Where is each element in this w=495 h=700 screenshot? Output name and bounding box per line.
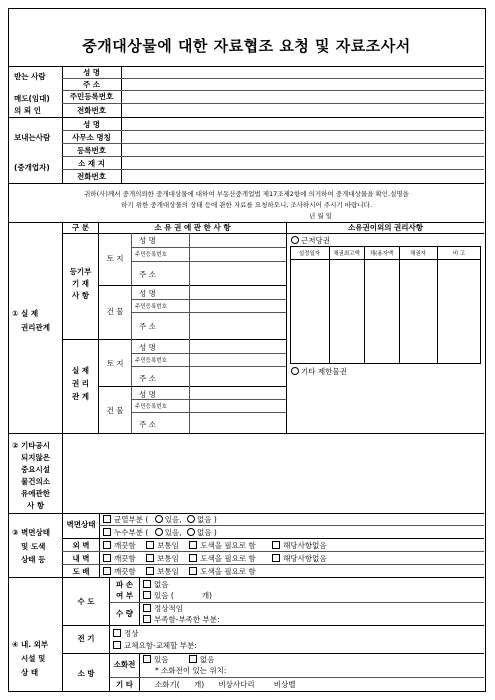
clean-label: 깨끗함 bbox=[114, 541, 136, 550]
leak-label: 누수부분 ( bbox=[114, 528, 149, 537]
radio-icon[interactable] bbox=[291, 236, 299, 244]
divider bbox=[131, 399, 286, 400]
section-number: ① bbox=[12, 309, 19, 318]
checkbox-icon[interactable] bbox=[103, 528, 111, 536]
ext-note: * 소화전이 있는 위치: bbox=[155, 666, 227, 675]
divider bbox=[62, 564, 484, 565]
divider bbox=[399, 246, 400, 364]
checkbox-icon[interactable] bbox=[272, 541, 280, 549]
divider bbox=[131, 412, 286, 413]
clean-label: 깨끗함 bbox=[114, 567, 136, 576]
normal-label: 보통임 bbox=[157, 554, 179, 563]
col-gubun: 구 분 bbox=[71, 223, 90, 232]
divider bbox=[9, 183, 484, 184]
divider bbox=[9, 433, 484, 434]
recipient-field-name: 성 명 bbox=[82, 68, 101, 77]
no-label: 없음 ) bbox=[196, 515, 217, 524]
owner-name-label: 성 명 bbox=[139, 390, 156, 399]
wall-label: 벽면상태 bbox=[66, 520, 96, 529]
ext-no-label: 없음 bbox=[199, 655, 215, 664]
divider bbox=[109, 602, 484, 603]
divider bbox=[98, 386, 286, 387]
divider bbox=[131, 366, 286, 367]
damage-yes-row bbox=[143, 591, 212, 600]
section3-label: 및 도색 bbox=[21, 542, 46, 551]
other-label: 기 타 bbox=[115, 680, 134, 689]
section2-label: 사 항 bbox=[27, 501, 45, 510]
checkbox-icon[interactable] bbox=[113, 641, 121, 649]
divider bbox=[62, 339, 286, 340]
owner-id-label: 주민등록번호 bbox=[135, 252, 167, 258]
divider bbox=[290, 259, 481, 260]
divider bbox=[62, 433, 63, 513]
mortgage-text: 근저당권 bbox=[301, 236, 330, 245]
owner-id-label: 주민등록번호 bbox=[135, 358, 167, 364]
section4-label: ④ 내. 외부 bbox=[12, 640, 49, 649]
damage-label: 파 손 bbox=[115, 580, 134, 589]
checkbox-icon[interactable] bbox=[103, 515, 111, 523]
divider bbox=[99, 525, 484, 526]
mortgage-col: 비 고 bbox=[452, 251, 466, 257]
section4-label: 상 태 bbox=[21, 668, 39, 677]
radio-icon[interactable] bbox=[155, 515, 163, 523]
section4-label: 시설 및 bbox=[21, 654, 46, 663]
divider bbox=[139, 577, 140, 625]
yes-label: 있음, bbox=[164, 515, 182, 524]
divider bbox=[62, 143, 484, 144]
date-label: 년 월 일 bbox=[309, 212, 332, 220]
checkbox-icon[interactable] bbox=[189, 554, 197, 562]
mortgage-table bbox=[290, 246, 481, 364]
yes-label: 있음, bbox=[164, 528, 182, 537]
other-rights-text: 기타 제한물권 bbox=[301, 367, 347, 376]
divider bbox=[131, 299, 286, 300]
recipient-label: 매도(임대) bbox=[14, 94, 50, 103]
inner-wall-row bbox=[103, 554, 327, 563]
divider bbox=[131, 233, 132, 433]
divider bbox=[62, 538, 484, 539]
owner-address-label: 주 소 bbox=[139, 420, 156, 429]
divider bbox=[131, 261, 286, 262]
request-text: 귀하(사)께서 중개의뢰한 중개대상물에 대하여 부동산중개업법 제17조제2항에 의거하여 중개대상물을 확인.설명을 bbox=[84, 190, 409, 198]
outer-wall-label: 외 벽 bbox=[72, 541, 90, 550]
divider bbox=[139, 653, 140, 692]
divider bbox=[109, 677, 484, 678]
actual-label: 실 제 bbox=[71, 366, 90, 375]
none-label: 해당사항없음 bbox=[283, 541, 327, 550]
divider bbox=[9, 117, 484, 118]
ext-yes-label: 있음 bbox=[154, 655, 169, 664]
owner-name-label: 성 명 bbox=[139, 343, 156, 352]
need-paint-label: 도색을 필요로 함 bbox=[200, 541, 256, 550]
sender-field-location: 소 재 지 bbox=[78, 159, 105, 168]
divider bbox=[62, 625, 484, 626]
owner-name-label: 성 명 bbox=[139, 289, 156, 298]
need-paint-label: 도색을 필요로 함 bbox=[200, 567, 256, 576]
divider bbox=[131, 353, 286, 354]
recipient-field-id: 주민등록번호 bbox=[69, 92, 114, 101]
no-label: 없음 ) bbox=[196, 528, 217, 537]
elec-replace-label: 교체요함-교체할 부분: bbox=[124, 641, 197, 650]
damage-none-label: 없음 bbox=[154, 580, 169, 589]
section3-label: 상태 등 bbox=[21, 555, 46, 564]
divider bbox=[9, 513, 484, 514]
divider bbox=[62, 90, 484, 91]
checkbox-icon[interactable] bbox=[272, 554, 280, 562]
elec-normal-row bbox=[113, 629, 139, 638]
vol-short-label: 부족함-부족한 부분: bbox=[154, 615, 220, 624]
elec-normal-label: 정상 bbox=[124, 629, 139, 638]
registry-label: 등기부 bbox=[69, 267, 92, 276]
volume-short-row bbox=[143, 615, 220, 624]
registry-label: 기 재 bbox=[71, 279, 90, 288]
checkbox-icon[interactable] bbox=[143, 604, 151, 612]
building-label: 건 물 bbox=[106, 406, 124, 415]
need-paint-label: 도색을 필요로 함 bbox=[200, 554, 256, 563]
checkbox-icon[interactable] bbox=[189, 567, 197, 575]
section2-label: 중요시설 bbox=[21, 465, 50, 474]
radio-icon[interactable] bbox=[187, 528, 195, 536]
divider bbox=[62, 233, 484, 234]
mortgage-col: 채(용자액 bbox=[369, 251, 394, 257]
damage-none-row bbox=[143, 580, 169, 589]
radio-icon[interactable] bbox=[291, 367, 299, 375]
leak-row bbox=[103, 528, 217, 537]
divider bbox=[62, 156, 484, 157]
checkbox-icon[interactable] bbox=[103, 541, 111, 549]
checkbox-icon[interactable] bbox=[189, 541, 197, 549]
radio-icon[interactable] bbox=[155, 528, 163, 536]
section2-label: 되지않은 bbox=[21, 453, 50, 462]
checkbox-icon[interactable] bbox=[189, 655, 197, 663]
other-text: 소화기( 개) 비상사다리 비상벨 bbox=[155, 680, 296, 689]
divider bbox=[62, 551, 484, 552]
normal-label: 보통임 bbox=[157, 541, 179, 550]
damage-label: 여 부 bbox=[115, 591, 134, 600]
damage-unit-label: 개) bbox=[201, 591, 212, 600]
divider bbox=[364, 246, 365, 364]
divider bbox=[99, 513, 100, 577]
divider bbox=[62, 130, 484, 131]
section1-label bbox=[12, 309, 38, 318]
vol-normal-label: 정상적임 bbox=[154, 604, 183, 613]
checkbox-icon[interactable] bbox=[113, 629, 121, 637]
water-label: 수 도 bbox=[77, 597, 95, 606]
request-text: 하기 위한 중개대상물의 상태 등에 관한 자료를 요청하오니, 조사하시어 주시기 바랍니다. bbox=[121, 201, 372, 209]
actual-label: 권 리 bbox=[71, 379, 90, 388]
page-title: 중개대상물에 대한 자료협조 요청 및 자료조사서 bbox=[82, 37, 411, 55]
recipient-label: 의 뢰 인 bbox=[14, 106, 41, 115]
none-label: 해당사항없음 bbox=[283, 554, 327, 563]
checkbox-icon[interactable] bbox=[146, 541, 154, 549]
document-form bbox=[8, 8, 486, 692]
divider bbox=[329, 246, 330, 364]
checkbox-icon[interactable] bbox=[146, 567, 154, 575]
section2-label: ② 기타공시 bbox=[12, 441, 50, 450]
sender-field-name: 성 명 bbox=[82, 120, 101, 129]
mortgage-label bbox=[291, 236, 330, 245]
divider bbox=[437, 246, 438, 364]
owner-id-label: 주민등록번호 bbox=[135, 304, 167, 310]
building-label: 건 물 bbox=[106, 307, 124, 316]
inner-wall-label: 내 벽 bbox=[72, 554, 90, 563]
checkbox-icon[interactable] bbox=[103, 554, 111, 562]
divider bbox=[98, 285, 286, 286]
divider bbox=[189, 233, 190, 433]
sender-label: 보내는사람 bbox=[14, 133, 51, 142]
owner-name-label: 성 명 bbox=[139, 236, 156, 245]
paint-label: 도 배 bbox=[72, 567, 90, 576]
owner-address-label: 주 소 bbox=[139, 374, 156, 383]
section2-label: 유에관한 bbox=[21, 489, 50, 498]
registry-label: 사 항 bbox=[71, 291, 90, 300]
owner-id-label: 주민등록번호 bbox=[135, 404, 167, 410]
elec-replace-row bbox=[113, 641, 197, 650]
sender-field-phone: 전화번호 bbox=[77, 172, 106, 181]
checkbox-icon[interactable] bbox=[143, 591, 151, 599]
actual-label: 관 계 bbox=[71, 392, 90, 401]
checkbox-icon[interactable] bbox=[103, 567, 111, 575]
divider bbox=[62, 653, 484, 654]
divider bbox=[62, 78, 484, 79]
elec-label: 전 기 bbox=[77, 634, 95, 643]
mortgage-col: 채권자 bbox=[410, 251, 426, 257]
radio-icon[interactable] bbox=[187, 515, 195, 523]
owner-address-label: 주 소 bbox=[139, 270, 156, 279]
divider bbox=[121, 66, 122, 183]
crack-row bbox=[103, 515, 217, 524]
recipient-field-phone: 전화번호 bbox=[77, 106, 106, 115]
section-label: 실 제 bbox=[20, 309, 39, 318]
sender-field-regno: 등록번호 bbox=[77, 146, 106, 155]
section1-label: 권리관계 bbox=[21, 323, 50, 332]
checkbox-icon[interactable] bbox=[143, 615, 151, 623]
sender-field-office: 사무소 명칭 bbox=[72, 133, 111, 142]
divider bbox=[9, 577, 484, 578]
crack-label: 균열부분 ( bbox=[114, 515, 149, 524]
land-label: 토 지 bbox=[106, 359, 124, 368]
recipient-label: 받는 사람 bbox=[14, 72, 46, 81]
mortgage-col: 채권최고액 bbox=[333, 251, 360, 257]
extinguisher-label: 소화전 bbox=[113, 660, 136, 669]
fire-label: 소 방 bbox=[77, 669, 95, 678]
damage-yes-label: 있음 ( bbox=[154, 591, 174, 600]
volume-normal-row bbox=[143, 604, 183, 613]
divider bbox=[131, 312, 286, 313]
divider bbox=[286, 222, 287, 433]
checkbox-icon[interactable] bbox=[143, 655, 151, 663]
divider bbox=[131, 247, 286, 248]
outer-wall-row bbox=[103, 541, 327, 550]
ext-row bbox=[143, 655, 214, 664]
checkbox-icon[interactable] bbox=[146, 554, 154, 562]
volume-label: 수 량 bbox=[115, 609, 134, 618]
recipient-field-address: 주 소 bbox=[82, 80, 101, 89]
paint-row bbox=[103, 567, 256, 576]
sender-label: (중개업자) bbox=[14, 163, 50, 172]
section2-label: 물건의소 bbox=[21, 477, 50, 486]
owner-address-label: 주 소 bbox=[139, 322, 156, 331]
land-label: 토 지 bbox=[106, 254, 124, 263]
divider bbox=[62, 169, 484, 170]
other-rights-label bbox=[291, 367, 347, 376]
normal-label: 보통임 bbox=[157, 567, 179, 576]
divider bbox=[9, 66, 484, 67]
section3-label: ③ 벽면상태 bbox=[12, 528, 50, 537]
col-ownership: 소 유 권 에 관 한 사 항 bbox=[154, 223, 231, 232]
clean-label: 깨끗함 bbox=[114, 554, 136, 563]
checkbox-icon[interactable] bbox=[143, 580, 151, 588]
divider bbox=[62, 103, 484, 104]
mortgage-col: 설정일자 bbox=[298, 251, 321, 257]
col-other-rights: 소유권이외의 권리사항 bbox=[347, 223, 424, 232]
